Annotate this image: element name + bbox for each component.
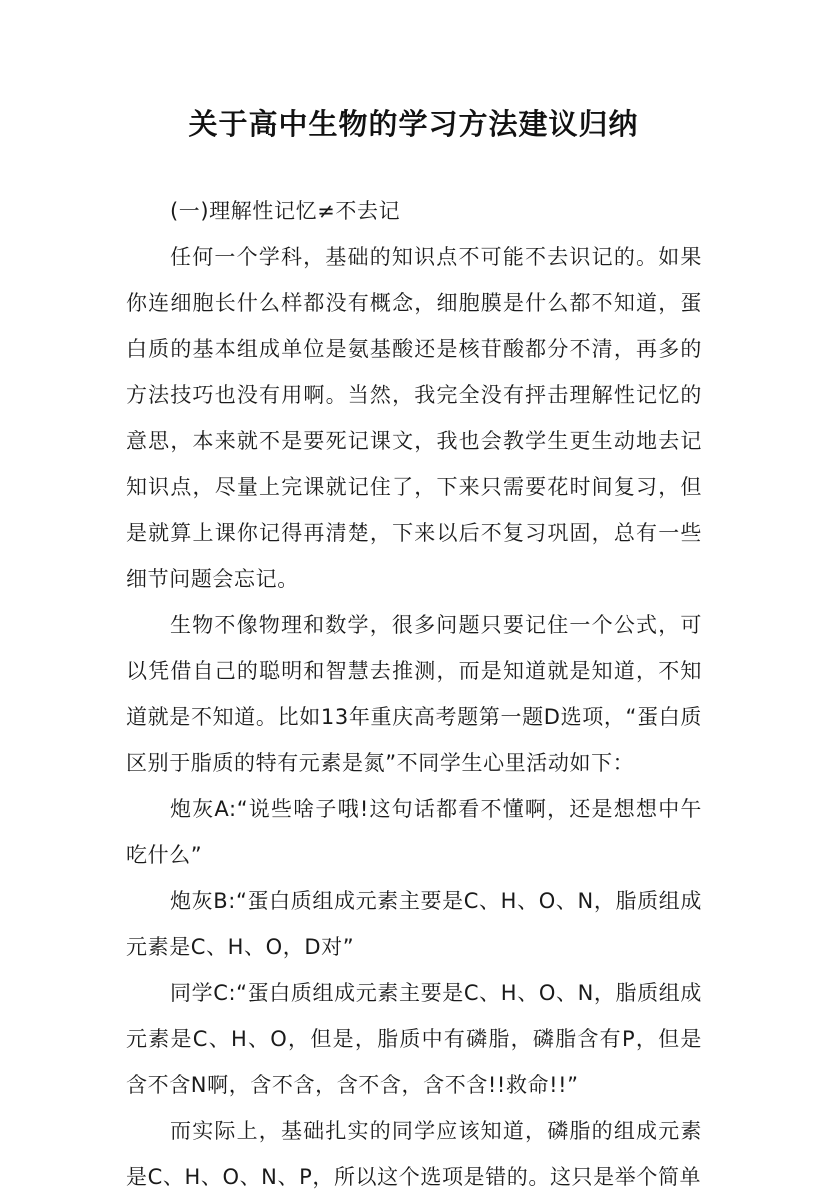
- paragraph: 炮灰A:“说些啥子哦!这句话都看不懂啊，还是想想中午吃什么”: [126, 797, 702, 867]
- document-body: [126, 188, 702, 1200]
- document-title: 关于高中生物的学习方法建议归纳: [188, 107, 639, 141]
- paragraph: 生物不像物理和数学，很多问题只要记住一个公式，可以凭借自己的聪明和智慧去推测，而是知道就是知道，不知道就是不知道。比如13年重庆高考题第一题D选项，“蛋白质区别于脂质的特有元素是氮”不同学生心里活动如下：: [126, 613, 702, 775]
- paragraph: 任何一个学科，基础的知识点不可能不去识记的。如果你连细胞长什么样都没有概念，细胞膜是什么都不知道，蛋白质的基本组成单位是氨基酸还是核苷酸都分不清，再多的方法技巧也没有用啊。当然，我完全没有抨击理解性记忆的意思，本来就不是要死记课文，我也会教学生更生动地去记知识点，尽量上完课就记住了，下来只需要花时间复习，但是就算上课你记得再清楚，下来以后不复习巩固，总有一些细节问题会忘记。: [126, 245, 702, 591]
- section-heading: (一)理解性记忆≠不去记: [170, 199, 401, 223]
- paragraph: 而实际上，基础扎实的同学应该知道，磷脂的组成元素是C、H、O、N、P，所以这个选项是错的。这只是举个简单: [126, 1119, 702, 1189]
- paragraph: 炮灰B:“蛋白质组成元素主要是C、H、O、N，脂质组成元素是C、H、O，D对”: [126, 889, 702, 959]
- paragraph: 同学C:“蛋白质组成元素主要是C、H、O、N，脂质组成元素是C、H、O，但是，脂质中有磷脂，磷脂含有P，但是含不含N啊，含不含，含不含，含不含!!救命!!”: [126, 981, 702, 1097]
